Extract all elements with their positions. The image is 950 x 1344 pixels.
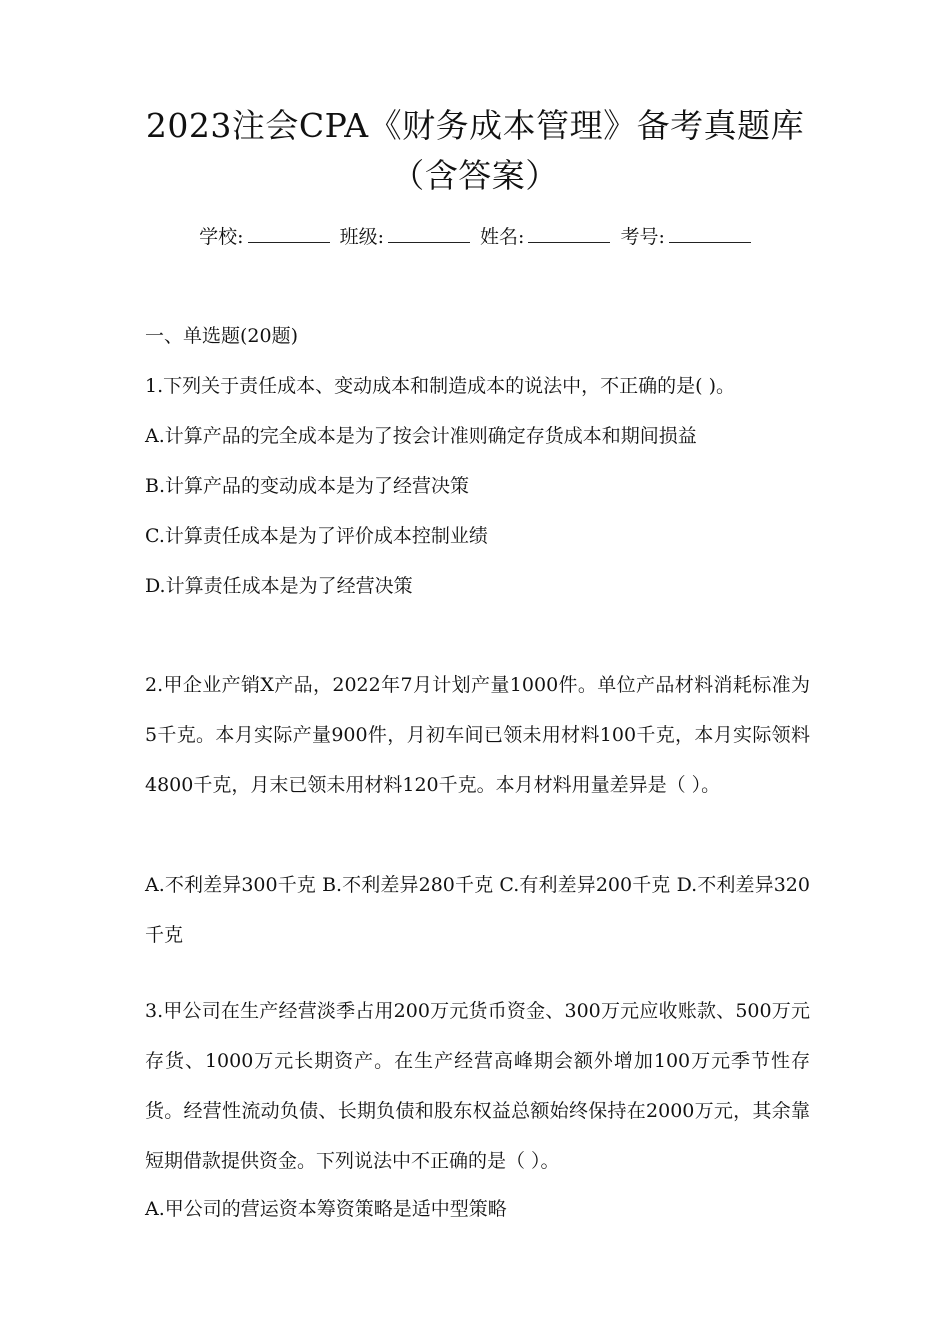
section-heading: 一、单选题(20题) [145, 325, 299, 347]
school-label: 学校: [199, 226, 244, 248]
exam-no-blank [669, 224, 751, 243]
q1-option-a: A.计算产品的完全成本是为了按会计准则确定存货成本和期间损益 [145, 425, 697, 447]
q1-option-c: C.计算责任成本是为了评价成本控制业绩 [145, 525, 488, 547]
q3-option-a: A.甲公司的营运资本筹资策略是适中型策略 [145, 1198, 507, 1220]
name-blank [528, 224, 610, 243]
document-subtitle: （含答案） [391, 156, 559, 195]
exam-no-label: 考号: [620, 226, 665, 248]
q1-option-d: D.计算责任成本是为了经营决策 [145, 575, 413, 597]
school-blank [248, 224, 330, 243]
student-info-line [0, 224, 950, 250]
q2-stem: 2.甲企业产销X产品，2022年7月计划产量1000件。单位产品材料消耗标准为5千克。本月实际产量900件，月初车间已领未用材料100千克，本月实际领料4800千克，月末已领未用材料120千克。本月材料用量差异是（ ）。 [145, 674, 810, 796]
q2-options: A.不利差异300千克 B.不利差异280千克 C.有利差异200千克 D.不利差异320千克 [145, 874, 810, 946]
q3-stem: 3.甲公司在生产经营淡季占用200万元货币资金、300万元应收账款、500万元存货、1000万元长期资产。在生产经营高峰期会额外增加100万元季节性存货。经营性流动负债、长期负债和股东权益总额始终保持在2000万元，其余靠短期借款提供资金。下列说法中不正确的是（ ）。 [145, 1000, 810, 1172]
class-label: 班级: [339, 226, 384, 248]
name-label: 姓名: [480, 226, 525, 248]
q1-stem: 1.下列关于责任成本、变动成本和制造成本的说法中，不正确的是( )。 [145, 375, 735, 397]
class-blank [388, 224, 470, 243]
q1-option-b: B.计算产品的变动成本是为了经营决策 [145, 475, 470, 497]
document-title: 2023注会CPA《财务成本管理》备考真题库 [145, 106, 805, 145]
